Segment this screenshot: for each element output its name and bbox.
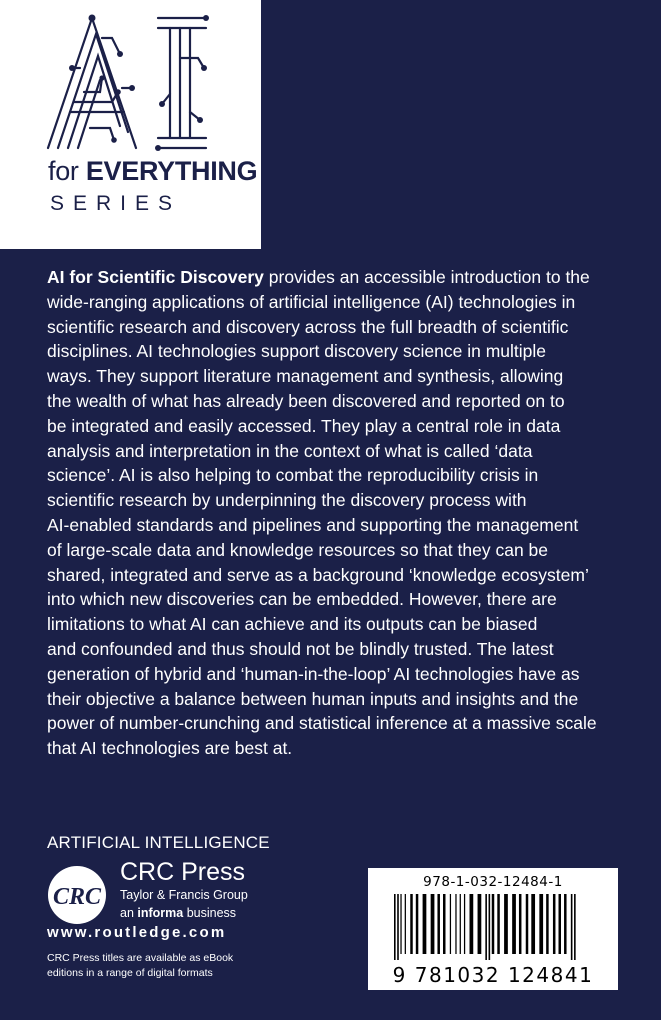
barcode-bar xyxy=(497,894,500,954)
barcode-bar xyxy=(489,894,491,960)
barcode-bar xyxy=(470,894,474,954)
barcode-bar xyxy=(431,894,435,954)
description-line: analysis and interpretation in the context of what is called ‘data xyxy=(47,440,533,461)
description-line: science’. AI is also helping to combat the reproducibility crisis in xyxy=(47,465,539,486)
description-line: their objective a balance between human inputs and insights and the xyxy=(47,688,579,709)
description-line: wide-ranging applications of artificial intelligence (AI) technologies in xyxy=(47,291,576,312)
description-line: AI for Scientific Discovery provides an accessible introduction to the xyxy=(47,267,590,287)
crc-press-logo xyxy=(46,864,110,926)
barcode-bar xyxy=(553,894,556,954)
series-logo xyxy=(0,0,261,249)
barcode-bar xyxy=(400,894,401,954)
barcode-bar xyxy=(485,894,487,960)
barcode-bar xyxy=(526,894,529,954)
barcode-bar xyxy=(546,894,549,954)
crc-logo-text: CRC xyxy=(52,884,102,910)
ebook-note: CRC Press titles are available as eBook editions in a range of digital formats xyxy=(47,952,234,979)
description-line: disciplines. AI technologies support discovery science in multiple xyxy=(47,341,547,362)
description-line: that AI technologies are best at. xyxy=(47,738,293,759)
barcode-bar xyxy=(571,894,573,960)
description-line: scientific research and discovery across the full breadth of scientific xyxy=(47,316,569,337)
isbn-barcode xyxy=(368,868,618,990)
series-name: EVERYTHING xyxy=(85,156,258,186)
description-line: be integrated and easily accessed. They play a central role in data xyxy=(47,415,561,436)
description-line: into which new discoveries can be embedded. However, there are xyxy=(47,589,557,610)
barcode-bar xyxy=(450,894,451,954)
description-line: power of number-crunching and statistical inference at a massive scale xyxy=(47,713,597,734)
barcode-bar xyxy=(574,894,576,960)
barcode-bar xyxy=(519,894,522,954)
barcode-bars xyxy=(394,894,594,960)
subject-category: ARTIFICIAL INTELLIGENCE xyxy=(47,833,270,852)
barcode-bar xyxy=(478,894,482,954)
series-word: SERIES xyxy=(50,192,182,215)
description-line: of large-scale data and knowledge resources so that they can be xyxy=(47,539,549,560)
barcode-bar xyxy=(492,894,495,954)
book-description xyxy=(47,265,637,761)
barcode-bar xyxy=(512,894,516,954)
barcode-bar xyxy=(443,894,446,954)
series-prefix: for xyxy=(48,156,79,186)
barcode-bar xyxy=(504,894,508,954)
barcode-bar xyxy=(564,894,567,954)
description-line: the wealth of what has already been discovered and reported on to xyxy=(47,390,565,411)
description-line: ways. They support literature management and synthesis, allowing xyxy=(47,366,564,387)
publisher-group: Taylor & Francis Group xyxy=(120,888,248,902)
isbn-number: 978-1-032-12484-1 xyxy=(423,874,563,890)
publisher-website: www.routledge.com xyxy=(47,924,227,941)
barcode-bar xyxy=(437,894,440,954)
barcode-bar xyxy=(455,894,456,954)
barcode-bar xyxy=(397,894,399,960)
description-line: AI-enabled standards and pipelines and supporting the management xyxy=(47,514,579,535)
barcode-bar xyxy=(464,894,465,954)
barcode-bar xyxy=(394,894,396,960)
description-line: generation of hybrid and ‘human-in-the-loop’ AI technologies have as xyxy=(47,663,580,684)
informa-tagline: an informa business xyxy=(120,906,237,920)
barcode-bar xyxy=(531,894,535,954)
barcode-bar xyxy=(559,894,562,954)
publisher-name: CRC Press xyxy=(120,858,246,886)
barcode-bar xyxy=(410,894,413,954)
description-line: and confounded and thus should not be blindly trusted. The latest xyxy=(47,638,554,659)
description-line: shared, integrated and serve as a background ‘knowledge ecosystem’ xyxy=(47,564,589,585)
description-line: limitations to what AI can achieve and its outputs can be biased xyxy=(47,614,538,635)
description-line: scientific research by underpinning the discovery process with xyxy=(47,490,527,511)
book-title: AI for Scientific Discovery xyxy=(47,267,264,287)
barcode-digits: 9 781032 124841 xyxy=(392,963,594,987)
barcode-bar xyxy=(539,894,543,954)
barcode-bar xyxy=(405,894,406,954)
barcode-bar xyxy=(460,894,461,954)
barcode-bar xyxy=(423,894,427,954)
ai-circuit-logo xyxy=(40,8,220,158)
barcode-bar xyxy=(416,894,419,954)
series-title xyxy=(48,158,257,185)
